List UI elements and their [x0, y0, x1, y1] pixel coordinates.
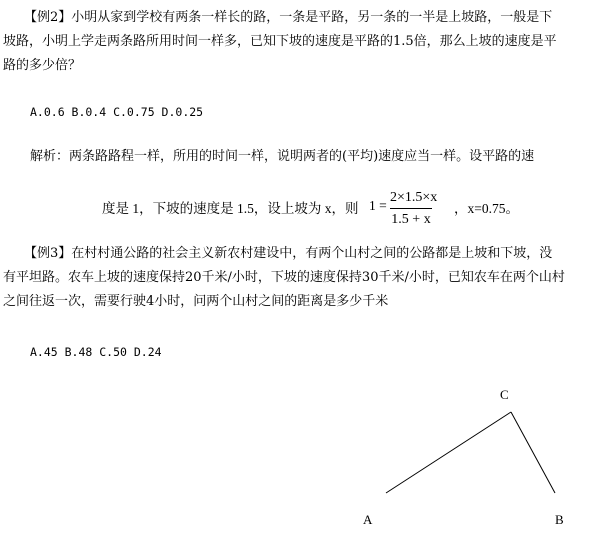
example3-line-1: 【例3】在村村通公路的社会主义新农村建设中，有两个山村之间的公路都是上坡和下坡，没: [24, 246, 553, 261]
example2-line-1: 【例2】小明从家到学校有两条一样长的路，一条是平路，另一条的一半是上坡路，一般是下: [24, 10, 553, 25]
example3-line-2: 有平坦路。农车上坡的速度保持20千米/小时，下坡的速度保持30千米/小时，已知农车在两个山村: [3, 270, 565, 285]
formula-prefix: 度是 1，下坡的速度是 1.5，设上坡为 x，则: [102, 201, 359, 216]
formula-lhs: 1 =: [369, 198, 387, 213]
point-a-label: A: [363, 512, 373, 527]
point-c-label: C: [500, 387, 509, 402]
fraction-numerator: 2×1.5×x: [390, 190, 438, 205]
example2-options: A.0.6 B.0.4 C.0.75 D.0.25: [30, 105, 204, 119]
example2-line-2: 坡路，小明上学走两条路所用时间一样多，已知下坡的速度是平路的1.5倍，那么上坡的速度是平: [3, 34, 557, 49]
example2-line-3: 路的多少倍？: [3, 58, 82, 73]
example3-line-3: 之间往返一次，需要行驶4小时，问两个山村之间的距离是多少千米: [3, 294, 389, 309]
example3-options: A.45 B.48 C.50 D.24: [30, 345, 162, 359]
downhill-line-cb: [511, 412, 555, 493]
formula-result: ，x=0.75。: [454, 201, 519, 216]
fraction-denominator: 1.5 + x: [391, 212, 431, 227]
uphill-line-ac: [386, 412, 511, 493]
example2-analysis: 解析：两条路路程一样，所用的时间一样，说明两者的(平均)速度应当一样。设平路的速: [30, 149, 535, 164]
point-b-label: B: [555, 512, 564, 527]
